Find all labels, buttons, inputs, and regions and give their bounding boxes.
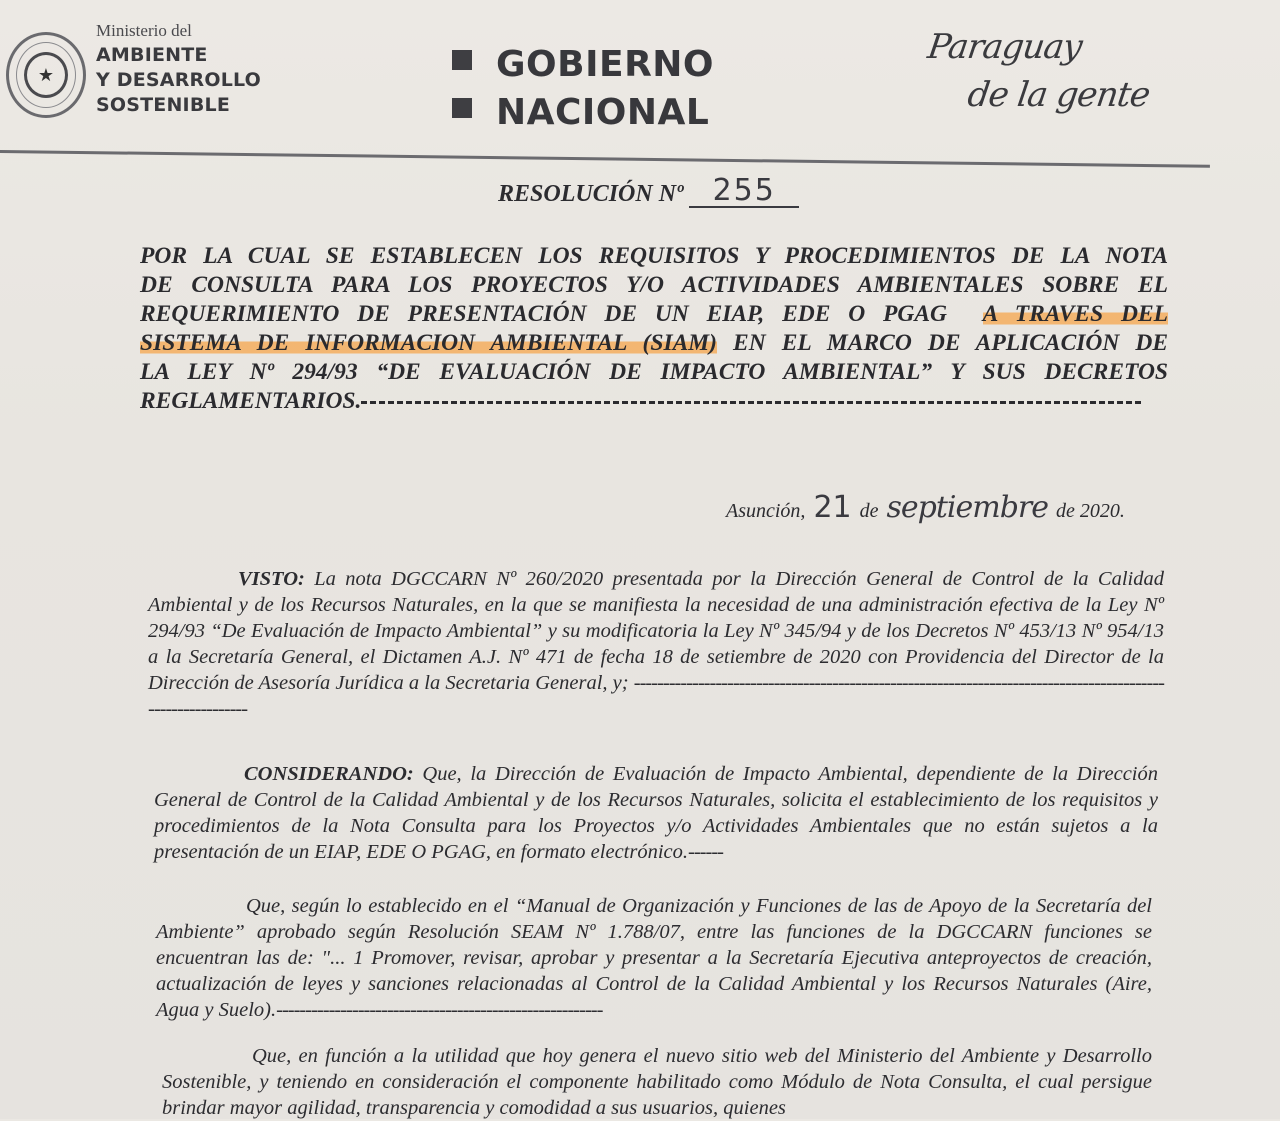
paragraph-que-2 [162, 1043, 1152, 1121]
ministry-line-4: SOSTENIBLE [96, 94, 230, 116]
resolution-title [140, 242, 1168, 416]
title-line-6-text: REGLAMENTARIOS. [140, 388, 362, 414]
ministry-line-3: Y DESARROLLO [96, 69, 262, 91]
star-icon: ★ [24, 52, 68, 98]
gobierno-nacional-logo [452, 40, 714, 136]
paragraph-visto [148, 566, 1164, 722]
highlighted-text: A TRAVES DEL [982, 301, 1168, 327]
date-line [726, 490, 1125, 525]
title-line-3 [140, 300, 1168, 329]
dash-line [361, 401, 1141, 404]
resolution-number-handwritten: 255 [689, 176, 799, 208]
square-bullet-icon [452, 50, 472, 70]
title-line-4 [140, 329, 1168, 358]
dash-line: -------------------------------------------------------- [276, 999, 603, 1021]
dash-line: ------ [688, 841, 723, 863]
title-line-1: POR LA CUAL SE ESTABLECEN LOS REQUISITOS Y PROCEDIMIENTOS DE LA NOTA [140, 243, 1168, 269]
title-line-4-text: EN EL MARCO DE APLICACIÓN DE [733, 330, 1169, 356]
que1-text: Que, según lo establecido en el “Manual de Organización y Funciones de las de Apoyo de la Secretaría del Ambiente” aprobado según Resolución SEAM Nº 1.788/07, entre las funciones de la DGCCARN funciones se encuentran las de: "... 1 Promover, revisar, aprobar y presentar a la Secretaría Ejecutiva anteproyectos de creación, actualización de leyes y sanciones relacionadas al Control de la Calidad Ambiental y los Recursos Naturales (Aire, Agua y Suelo). [156, 895, 1152, 1021]
header-divider [0, 150, 1210, 168]
resolution-label: RESOLUCIÓN Nº [498, 181, 684, 207]
slogan-line-1: Paraguay [925, 27, 1085, 67]
title-line-3-text: REQUERIMIENTO DE PRESENTACIÓN DE UN EIAP, EDE O PGAG [140, 301, 947, 327]
date-day-handwritten: 21 [813, 490, 852, 525]
gobierno-text: GOBIERNO [496, 43, 715, 85]
considerando-label: CONSIDERANDO: [244, 763, 414, 785]
national-seal-logo [6, 32, 86, 118]
date-month-handwritten: septiembre [886, 490, 1049, 525]
date-de: de [859, 500, 879, 522]
square-bullet-icon [452, 98, 472, 118]
visto-label: VISTO: [238, 568, 305, 590]
highlighted-text: SISTEMA DE INFORMACION AMBIENTAL (SIAM) [140, 330, 717, 356]
title-line-5: LA LEY Nº 294/93 “DE EVALUACIÓN DE IMPACTO AMBIENTAL” Y SUS DECRETOS [140, 359, 1168, 385]
que2-text: Que, en función a la utilidad que hoy genera el nuevo sitio web del Ministerio del Ambiente y Desarrollo Sostenible, y teniendo en consideración el componente habilitado como Módulo de Nota Consulta, el cual persigue brindar mayor agilidad, transparencia y comodidad a sus usuarios, quienes [162, 1045, 1152, 1119]
ministry-logo-text [96, 22, 261, 118]
resolution-heading [498, 173, 799, 208]
date-year: de 2020. [1056, 500, 1125, 522]
ministry-line-1: Ministerio del [96, 21, 192, 40]
date-city: Asunción, [726, 500, 806, 522]
nacional-text: NACIONAL [496, 91, 710, 133]
dash-line: ------------------------------------------------------------------------------------------------------------ [148, 672, 1164, 720]
slogan-line-2: de la gente [965, 75, 1153, 115]
visto-text: La nota DGCCARN Nº 260/2020 presentada por la Dirección General de Control de la Calidad Ambiental y de los Recursos Naturales, en la que se manifiesta la necesidad de una administración efectiva de la Ley Nº 294/93 “De Evaluación de Impacto Ambiental” y su modificatoria la Ley Nº 345/94 y de los Decretos Nº 453/13 Nº 954/13 a la Secretaría General, el Dictamen A.J. Nº 471 de fecha 18 de setiembre de 2020 con Providencia del Director de la Dirección de Asesoría Jurídica a la Secretaria General, y; [148, 568, 1164, 694]
title-line-2: DE CONSULTA PARA LOS PROYECTOS Y/O ACTIVIDADES AMBIENTALES SOBRE EL [140, 272, 1168, 298]
considerando-text: Que, la Dirección de Evaluación de Impacto Ambiental, dependiente de la Dirección General de Control de la Calidad Ambiental y de los Recursos Naturales, solicita el establecimiento de los requisitos y procedimientos de la Nota Consulta para los Proyectos y/o Actividades Ambientales que no están sujetos a la presentación de un EIAP, EDE O PGAG, en formato electrónico. [154, 763, 1158, 863]
title-line-6 [140, 387, 1168, 416]
ministry-line-2: AMBIENTE [96, 44, 208, 66]
paragraph-que-1 [156, 893, 1152, 1023]
paragraph-considerando [154, 761, 1158, 865]
slogan-logo [925, 27, 1153, 115]
